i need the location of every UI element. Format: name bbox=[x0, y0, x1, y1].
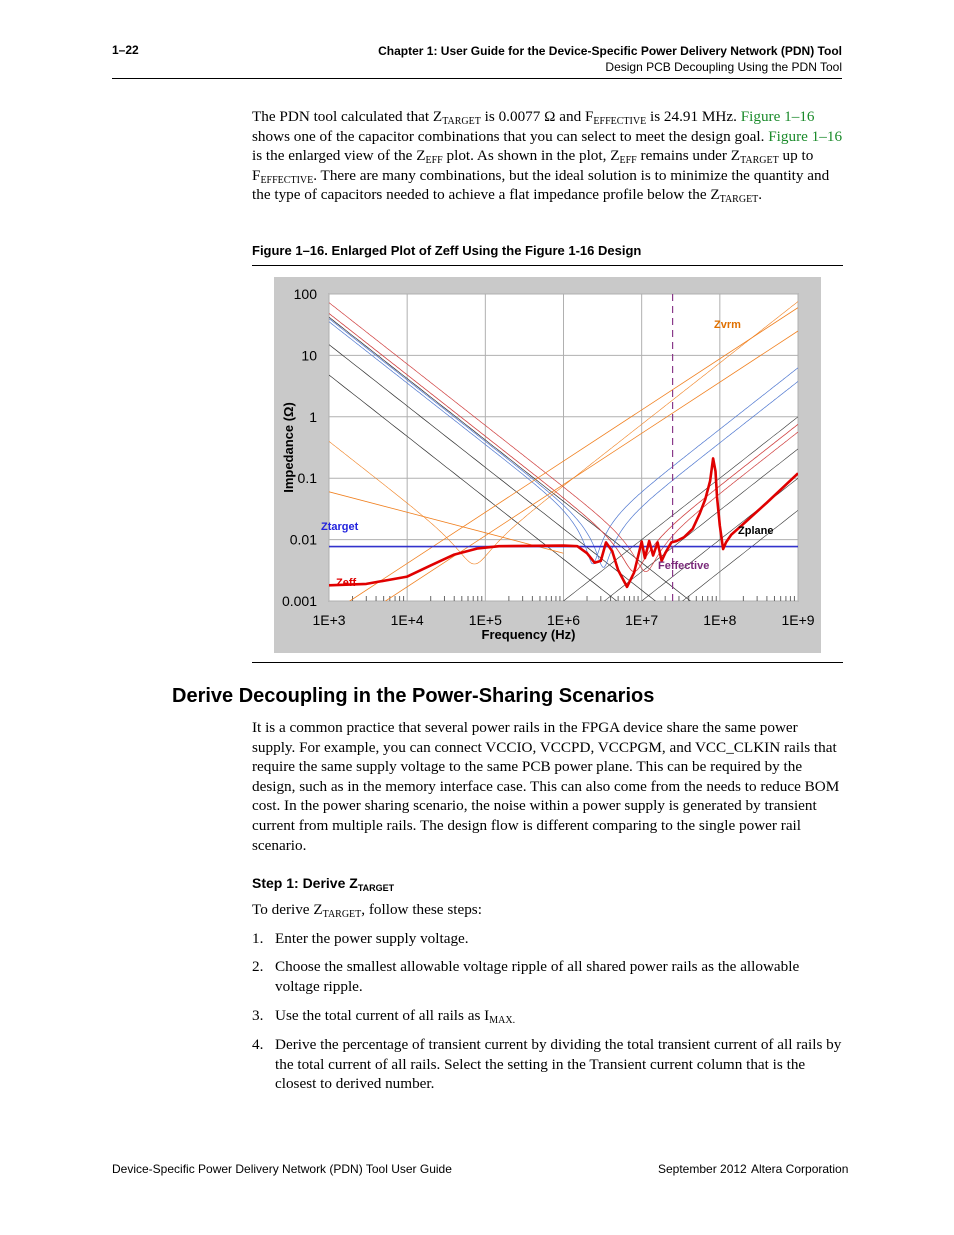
x-tick-label: 1E+3 bbox=[312, 612, 346, 628]
footer-company: Altera Corporation bbox=[751, 1162, 849, 1176]
x-tick-label: 1E+6 bbox=[546, 612, 581, 628]
y-tick-label: 100 bbox=[293, 286, 317, 302]
y-tick-label: 0.01 bbox=[289, 531, 317, 548]
figure-caption: Figure 1–16. Enlarged Plot of Zeff Using the Figure 1-16 Design bbox=[252, 243, 642, 258]
impedance-chart bbox=[274, 277, 821, 653]
x-tick-label: 1E+8 bbox=[703, 612, 737, 628]
annotation-label: Zplane bbox=[738, 525, 774, 537]
step-intro: To derive $Z_{TARGET}$, follow these steps: bbox=[252, 901, 482, 920]
header-rule bbox=[112, 78, 842, 79]
y-axis-label: Impedance (Ω) bbox=[281, 402, 296, 493]
chapter-title: Chapter 1: User Guide for the Device-Specific Power Delivery Network (PDN) Tool bbox=[378, 44, 842, 58]
x-axis-label: Frequency (Hz) bbox=[481, 627, 576, 642]
figure-link[interactable]: Figure 1–16 bbox=[740, 108, 815, 125]
figure-plot bbox=[274, 277, 821, 653]
x-tick-label: 1E+9 bbox=[781, 612, 815, 628]
figure-top-rule bbox=[252, 265, 843, 266]
y-tick-label: 1 bbox=[309, 408, 317, 425]
y-tick-label: 0.001 bbox=[281, 593, 317, 609]
running-header bbox=[378, 43, 842, 75]
intro-paragraph: The PDN tool calculated that $Z_{TARGET}$ is 0.0077 Ω and $F_{EFFECTIVE}$ is 24.91 MHz. Figure 1–16 shows one of the capacitor combinations that you can select to meet the design goal. Figure 1–16 is the enlarged view of the $Z_{EFF}$ plot. As shown in the plot, $Z_{EFF}$ remains under $Z_{TARGET}$ up to $F_{EFFECTIVE}$. There are many combinations, but the ideal solution is to minimize the quantity and the type of capacitors needed to achieve a flat impedance profile below the $Z_{TARGET}$. bbox=[252, 108, 843, 206]
annotation-label: Ztarget bbox=[321, 521, 359, 533]
step-heading: Step 1: Derive $Z_{TARGET}$ bbox=[252, 875, 395, 893]
x-tick-label: 1E+5 bbox=[468, 612, 502, 628]
y-tick-label: 10 bbox=[301, 347, 317, 364]
annotation-label: Zeff bbox=[336, 577, 357, 589]
section-title-header: Design PCB Decoupling Using the PDN Tool bbox=[605, 60, 842, 74]
x-tick-label: 1E+7 bbox=[625, 612, 659, 628]
y-tick-label: 0.1 bbox=[297, 470, 317, 487]
footer-guide-title: Device-Specific Power Delivery Network (PDN) Tool User Guide bbox=[112, 1162, 452, 1176]
page-number: 1–22 bbox=[112, 43, 139, 57]
section-heading: Derive Decoupling in the Power-Sharing Scenarios bbox=[172, 685, 655, 707]
section-paragraph: It is a common practice that several power rails in the FPGA device share the same power supply. For example, you can connect VCCIO, VCCPD, VCCPGM, and VCC_CLKIN rails that require the same supply voltage to the same PCB power plane. This can be required by the design, such as in the memory interface case. This can also come from the needs to reduce BOM cost. In the power sharing scenario, the noise within a power supply is generated by transient current from multiple rails. The design flow is different comparing to the single power rail scenario. bbox=[252, 719, 840, 854]
footer-date: September 2012 bbox=[658, 1162, 747, 1176]
annotation-label: Feffective bbox=[658, 560, 710, 572]
annotation-label: Zvrm bbox=[714, 319, 741, 331]
figure-link-2[interactable]: Figure 1–16 bbox=[768, 127, 843, 145]
x-tick-label: 1E+4 bbox=[390, 612, 424, 628]
figure-bottom-rule bbox=[252, 662, 843, 663]
